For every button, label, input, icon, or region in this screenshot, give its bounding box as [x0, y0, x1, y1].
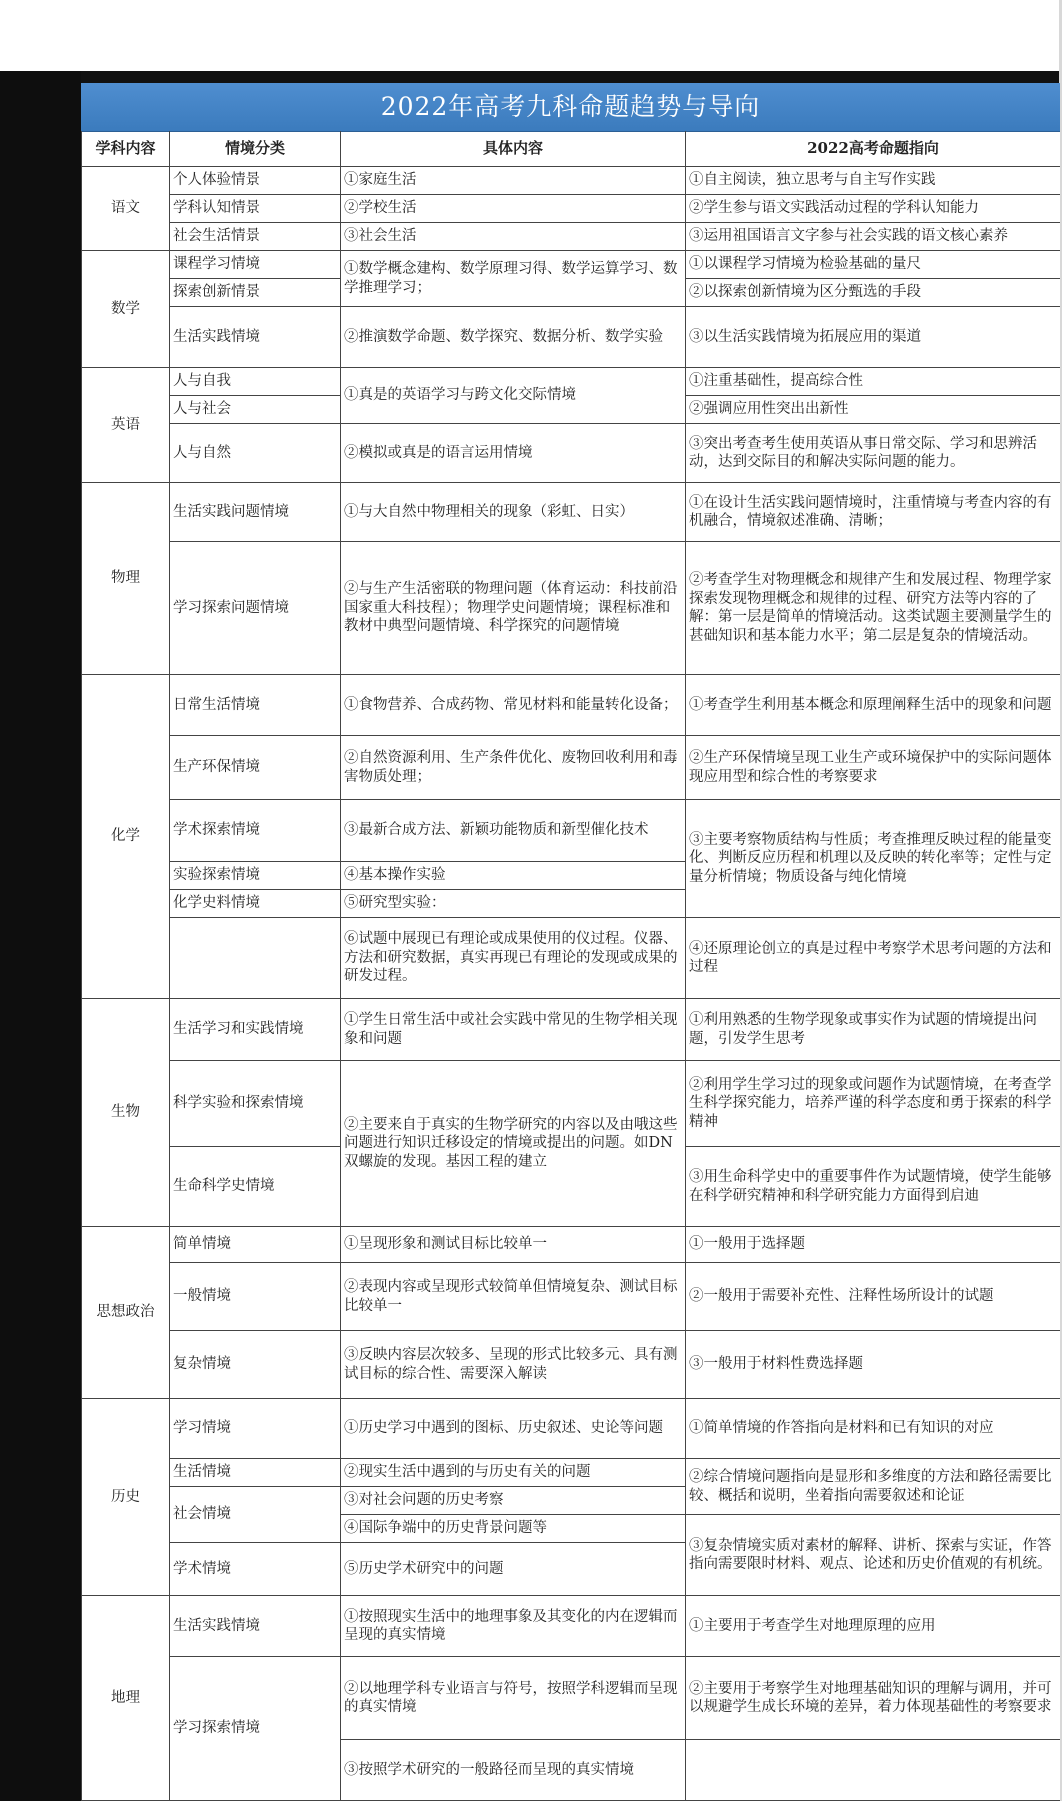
subject-chinese: 语文 — [81, 167, 170, 251]
content-cell: ⑤研究型实验： — [341, 890, 686, 918]
content-cell: ①真是的英语学习与跨文化交际情境 — [341, 368, 686, 424]
subject-chemistry: 化学 — [81, 675, 170, 999]
situation-cell: 人与自然 — [170, 424, 341, 483]
situation-cell-empty — [170, 918, 341, 999]
content-cell: ②以地理学科专业语言与符号，按照学科逻辑而呈现的真实情境 — [341, 1657, 686, 1740]
situation-cell: 人与自我 — [170, 368, 341, 396]
subject-english: 英语 — [81, 368, 170, 483]
direction-cell: ②利用学生学习过的现象或问题作为试题情境，在考查学生科学探究能力，培养严谨的科学态度和勇于探索的科学精神 — [686, 1061, 1060, 1147]
content-cell: ②现实生活中遇到的与历史有关的问题 — [341, 1459, 686, 1487]
content-cell: ①食物营养、合成药物、常见材料和能量转化设备； — [341, 675, 686, 736]
situation-cell: 化学史料情境 — [170, 890, 341, 918]
direction-cell: ①注重基础性，提高综合性 — [686, 368, 1060, 396]
subject-history: 历史 — [81, 1399, 170, 1596]
situation-cell: 课程学习情境 — [170, 251, 341, 279]
situation-cell: 日常生活情境 — [170, 675, 341, 736]
content-cell: ①学生日常生活中或社会实践中常见的生物学相关现象和问题 — [341, 999, 686, 1061]
content-cell: ④基本操作实验 — [341, 862, 686, 890]
direction-cell: ①利用熟悉的生物学现象或事实作为试题的情境提出问题，引发学生思考 — [686, 999, 1060, 1061]
content-cell: ③对社会问题的历史考察 — [341, 1487, 686, 1515]
situation-cell: 学科认知情景 — [170, 195, 341, 223]
left-dark-margin — [0, 71, 81, 1801]
top-dark-border — [0, 71, 1062, 83]
situation-cell: 生活学习和实践情境 — [170, 999, 341, 1061]
content-cell: ②与生产生活密联的物理问题（体育运动：科技前沿国家重大科技程）；物理学史问题情境；课程标准和教材中典型问题情境、科学探究的问题情境 — [341, 542, 686, 675]
situation-cell: 复杂情境 — [170, 1331, 341, 1399]
direction-cell: ③用生命科学史中的重要事件作为试题情境，使学生能够在科学研究精神和科学研究能力方面得到启迪 — [686, 1147, 1060, 1227]
situation-cell: 社会情境 — [170, 1487, 341, 1543]
direction-cell: ①在设计生活实践问题情境时，注重情境与考查内容的有机融合，情境叙述准确、清晰； — [686, 483, 1060, 542]
situation-cell: 学习探索情境 — [170, 1657, 341, 1801]
header-situation: 情境分类 — [170, 131, 341, 167]
header-subject: 学科内容 — [81, 131, 170, 167]
content-cell: ①与大自然中物理相关的现象（彩虹、日实） — [341, 483, 686, 542]
situation-cell: 学术情境 — [170, 1543, 341, 1596]
situation-cell: 生活实践情境 — [170, 1596, 341, 1657]
content-cell: ②学校生活 — [341, 195, 686, 223]
table-sheet — [81, 83, 1060, 1801]
situation-cell: 简单情境 — [170, 1227, 341, 1263]
subject-politics: 思想政治 — [81, 1227, 170, 1399]
direction-cell: ②生产环保情境呈现工业生产或环境保护中的实际问题体现应用型和综合性的考察要求 — [686, 736, 1060, 800]
content-cell: ③反映内容层次较多、呈现的形式比较多元、具有测试目标的综合性、需要深入解读 — [341, 1331, 686, 1399]
direction-cell-empty — [686, 1740, 1060, 1801]
content-cell: ②模拟或真是的语言运用情境 — [341, 424, 686, 483]
situation-cell: 生命科学史情境 — [170, 1147, 341, 1227]
direction-cell: ②一般用于需要补充性、注释性场所设计的试题 — [686, 1263, 1060, 1331]
direction-cell: ③一般用于材料性费选择题 — [686, 1331, 1060, 1399]
content-cell: ①家庭生活 — [341, 167, 686, 195]
situation-cell: 一般情境 — [170, 1263, 341, 1331]
direction-cell: ①自主阅读，独立思考与自主写作实践 — [686, 167, 1060, 195]
situation-cell: 社会生活情景 — [170, 223, 341, 251]
situation-cell: 生活实践情境 — [170, 307, 341, 368]
content-cell: ⑤历史学术研究中的问题 — [341, 1543, 686, 1596]
content-cell: ②主要来自于真实的生物学研究的内容以及由哦这些问题进行知识迁移设定的情境或提出的问题。如DN双螺旋的发现。基因工程的建立 — [341, 1061, 686, 1227]
content-cell: ②表现内容或呈现形式较简单但情境复杂、测试目标比较单一 — [341, 1263, 686, 1331]
header-direction: 2022高考命题指向 — [686, 131, 1060, 167]
content-cell: ①按照现实生活中的地理事象及其变化的内在逻辑而呈现的真实情境 — [341, 1596, 686, 1657]
content-cell: ①历史学习中遇到的图标、历史叙述、史论等问题 — [341, 1399, 686, 1459]
header-content: 具体内容 — [341, 131, 686, 167]
direction-cell: ③突出考查考生使用英语从事日常交际、学习和思辨活动，达到交际目的和解决实际问题的能力。 — [686, 424, 1060, 483]
table-title: 2022年高考九科命题趋势与导向 — [81, 83, 1060, 132]
direction-cell: ②考查学生对物理概念和规律产生和发展过程、物理学家探索发现物理概念和规律的过程、研究方法等内容的了解：第一层是简单的情境活动。这类试题主要测量学生的甚础知识和基本能力水平；第二层是复杂的情境活动。 — [686, 542, 1060, 675]
content-cell: ④国际争端中的历史背景问题等 — [341, 1515, 686, 1543]
direction-cell: ②以探索创新情境为区分甄选的手段 — [686, 279, 1060, 307]
content-cell: ③社会生活 — [341, 223, 686, 251]
direction-cell: ②主要用于考察学生对地理基础知识的理解与调用，并可以规避学生成长环境的差异，着力体现基础性的考察要求 — [686, 1657, 1060, 1740]
subject-physics: 物理 — [81, 483, 170, 675]
situation-cell: 实验探索情境 — [170, 862, 341, 890]
situation-cell: 学习探索问题情境 — [170, 542, 341, 675]
direction-cell: ①考查学生利用基本概念和原理阐释生活中的现象和问题 — [686, 675, 1060, 736]
direction-cell: ③复杂情境实质对素材的解释、讲析、探索与实证，作答指向需要限时材料、观点、论述和历史价值观的有机统。 — [686, 1515, 1060, 1596]
situation-cell: 人与社会 — [170, 396, 341, 424]
direction-cell: ①主要用于考查学生对地理原理的应用 — [686, 1596, 1060, 1657]
direction-cell: ①一般用于选择题 — [686, 1227, 1060, 1263]
direction-cell: ①以课程学习情境为检验基础的量尺 — [686, 251, 1060, 279]
direction-cell: ②强调应用性突出出新性 — [686, 396, 1060, 424]
content-cell: ②推演数学命题、数学探究、数据分析、数学实验 — [341, 307, 686, 368]
subject-geography: 地理 — [81, 1596, 170, 1801]
content-cell: ③最新合成方法、新颖功能物质和新型催化技术 — [341, 800, 686, 862]
direction-cell: ①简单情境的作答指向是材料和已有知识的对应 — [686, 1399, 1060, 1459]
direction-cell: ②综合情境问题指向是显形和多维度的方法和路径需要比较、概括和说明，坐着指向需要叙述和论证 — [686, 1459, 1060, 1515]
subject-math: 数学 — [81, 251, 170, 368]
content-cell: ⑥试题中展现已有理论或成果使用的仪过程。仪器、方法和研究数据，真实再现已有理论的发现或成果的研发过程。 — [341, 918, 686, 999]
situation-cell: 学习情境 — [170, 1399, 341, 1459]
situation-cell: 生活实践问题情境 — [170, 483, 341, 542]
situation-cell: 科学实验和探索情境 — [170, 1061, 341, 1147]
direction-cell: ③以生活实践情境为拓展应用的渠道 — [686, 307, 1060, 368]
content-cell: ①呈现形象和测试目标比较单一 — [341, 1227, 686, 1263]
direction-cell: ④还原理论创立的真是过程中考察学术思考问题的方法和过程 — [686, 918, 1060, 999]
direction-cell: ③运用祖国语言文字参与社会实践的语文核心素养 — [686, 223, 1060, 251]
situation-cell: 探索创新情景 — [170, 279, 341, 307]
content-cell: ①数学概念建构、数学原理习得、数学运算学习、数学推理学习； — [341, 251, 686, 307]
situation-cell: 学术探索情境 — [170, 800, 341, 862]
content-cell: ③按照学术研究的一般路径而呈现的真实情境 — [341, 1740, 686, 1801]
situation-cell: 个人体验情景 — [170, 167, 341, 195]
situation-cell: 生活情境 — [170, 1459, 341, 1487]
situation-cell: 生产环保情境 — [170, 736, 341, 800]
direction-cell: ②学生参与语文实践活动过程的学科认知能力 — [686, 195, 1060, 223]
direction-cell: ③主要考察物质结构与性质；考查推理反映过程的能量变化、判断反应历程和机理以及反映的转化率等；定性与定量分析情境；物质设备与纯化情境 — [686, 800, 1060, 918]
content-cell: ②自然资源利用、生产条件优化、废物回收利用和毒害物质处理； — [341, 736, 686, 800]
subject-biology: 生物 — [81, 999, 170, 1227]
